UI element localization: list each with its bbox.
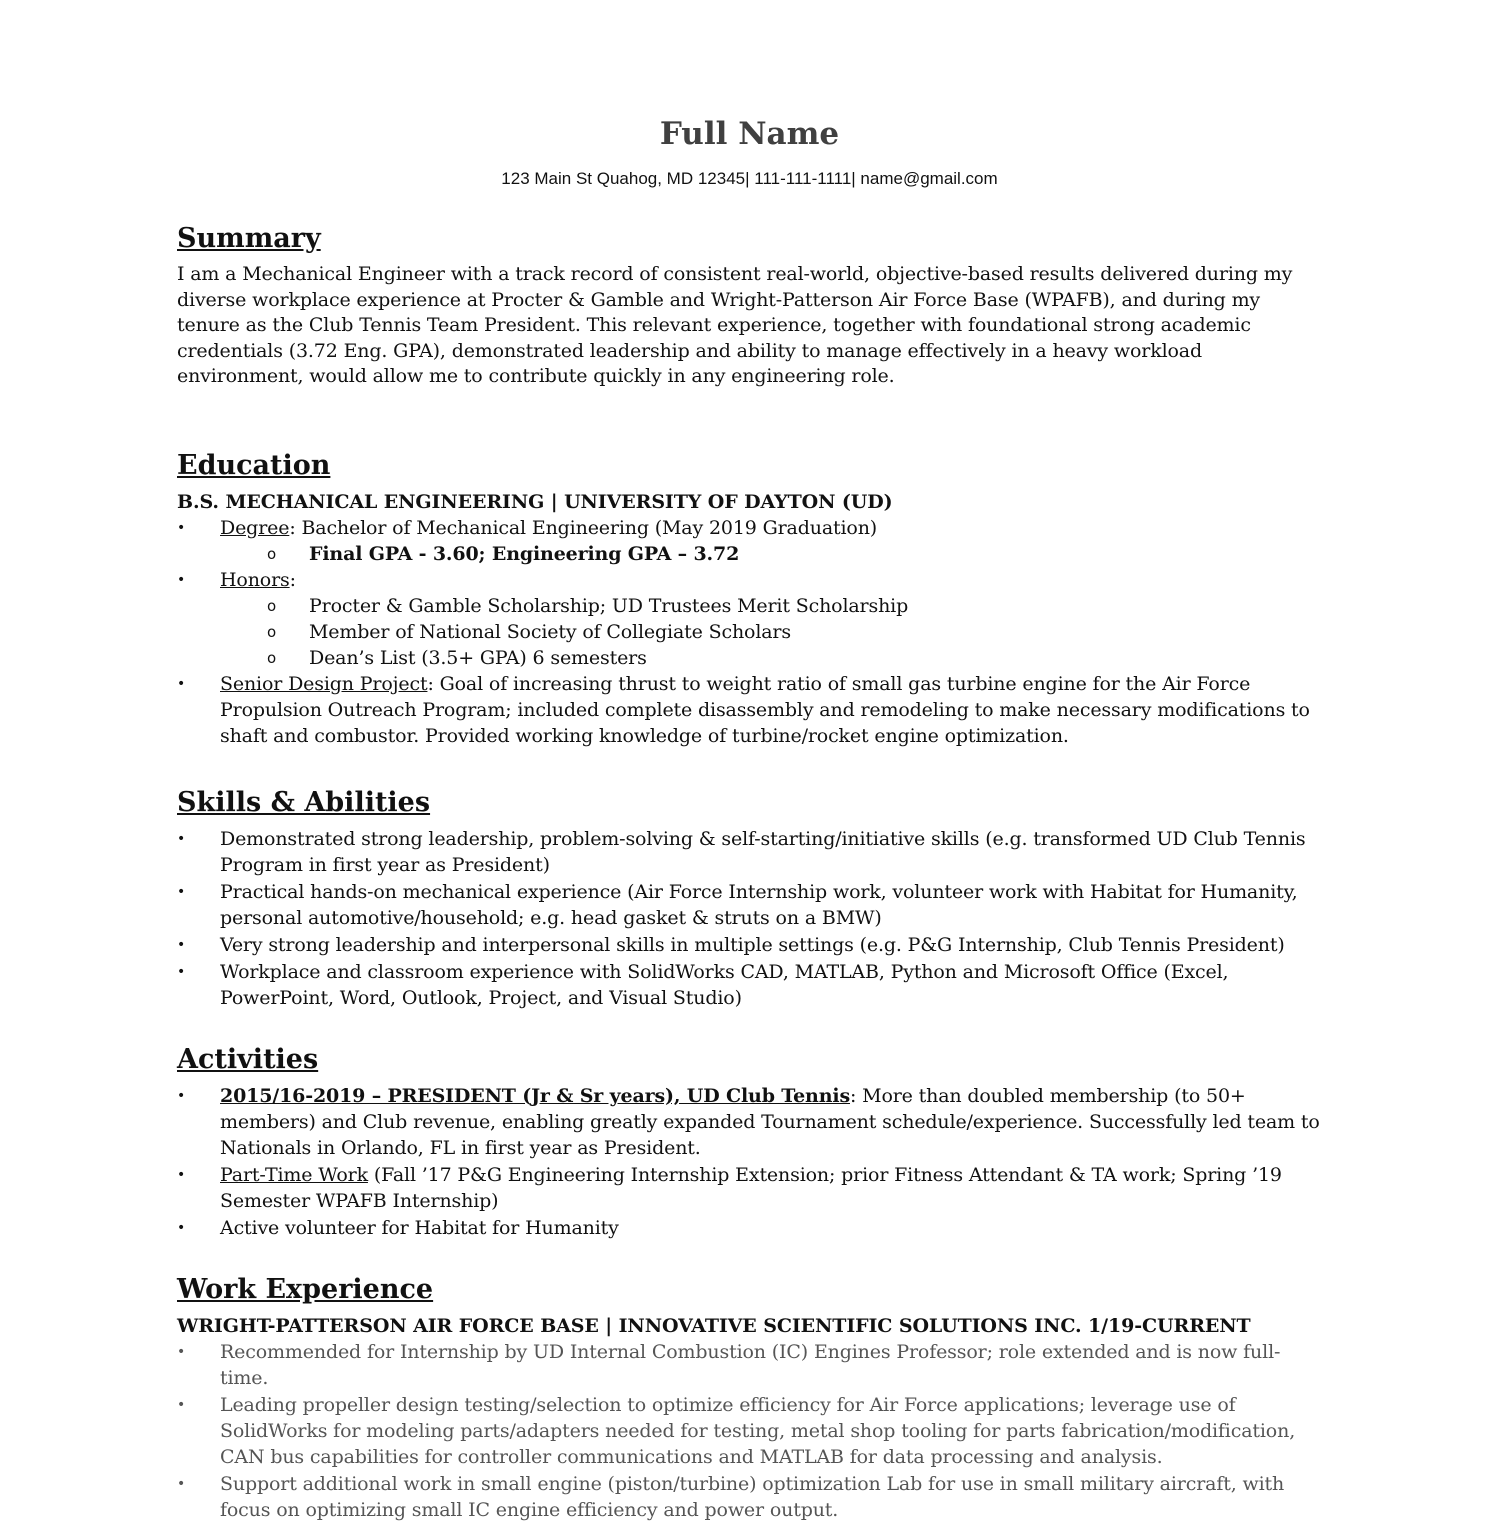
degree-text: : Bachelor of Mechanical Engineering (May 2019 Graduation): [289, 517, 878, 539]
honors-label: Honors: [220, 569, 290, 591]
work-text: Leading propeller design testing/selection to optimize efficiency for Air Force applications; leverage use of SolidWorks for modeling parts/adapters needed for testing, metal shop tooling for parts fabrication/modification, CAN bus capabilities for controller communications and MATLAB for data processing and analysis.: [220, 1394, 1296, 1468]
activities-heading: Activities: [177, 1044, 319, 1075]
skill-text: Very strong leadership and interpersonal skills in multiple settings (e.g. P&G Internship, Club Tennis President): [220, 934, 1285, 956]
bullet-icon: •: [177, 1344, 186, 1360]
summary-section: [177, 222, 1322, 390]
education-section: [177, 449, 1322, 749]
parttime-text: (Fall ’17 P&G Engineering Internship Extension; prior Fitness Attendant & TA work; Spring ’19 Semester WPAFB Internship): [220, 1164, 1282, 1212]
list-item: [177, 671, 1322, 749]
activities-section: [177, 1043, 1322, 1241]
summary-heading: Summary: [177, 223, 321, 254]
summary-text: I am a Mechanical Engineer with a track record of consistent real-world, objective-based results delivered during my diverse workplace experience at Procter & Gamble and Wright-Patterson Air Force Base (WPAFB), and during my tenure as the Club Tennis Team President. This relevant experience, together with foundational strong academic credentials (3.72 Eng. GPA), demonstrated leadership and ability to manage effectively in a heavy workload environment, would allow me to contribute quickly in any engineering role.: [177, 263, 1293, 388]
gpa-text: Final GPA - 3.60; Engineering GPA – 3.72: [309, 543, 740, 565]
honor-text: Procter & Gamble Scholarship; UD Trustees Merit Scholarship: [309, 595, 909, 617]
work-text: Recommended for Internship by UD Internal Combustion (IC) Engines Professor; role extended and is now full-time.: [220, 1341, 1281, 1389]
list-item: [177, 619, 1322, 645]
work-section: [177, 1273, 1322, 1523]
bullet-icon: •: [177, 1220, 186, 1236]
list-item: [177, 932, 1322, 958]
skills-heading: Skills & Abilities: [177, 787, 431, 818]
circle-bullet-icon: o: [267, 623, 277, 641]
list-item: [177, 1215, 1322, 1241]
list-item: [177, 826, 1322, 878]
contact-line: 123 Main St Quahog, MD 12345| 111-111-1111| name@gmail.com: [501, 169, 998, 188]
work-list: [177, 1339, 1322, 1523]
bullet-icon: •: [177, 884, 186, 900]
circle-bullet-icon: o: [267, 597, 277, 615]
honors-colon: :: [289, 569, 296, 591]
resume-header: [177, 110, 1322, 190]
president-label: 2015/16-2019 – PRESIDENT (Jr & Sr years), UD Club Tennis: [220, 1085, 850, 1107]
gpa-sublist: [177, 541, 1322, 567]
president-text: : More than doubled membership (to 50+ members) and Club revenue, enabling greatly expanded Tournament schedule/experience. Successfully led team to Nationals in Orlando, FL in first year as President.: [220, 1085, 1320, 1159]
volunteer-text: Active volunteer for Habitat for Humanity: [220, 1217, 619, 1239]
list-item: [177, 1162, 1322, 1214]
list-item: [177, 593, 1322, 619]
bullet-icon: •: [177, 937, 186, 953]
parttime-label: Part-Time Work: [220, 1164, 368, 1186]
skill-text: Practical hands-on mechanical experience (Air Force Internship work, volunteer work with Habitat for Humanity, personal automotive/household; e.g. head gasket & struts on a BMW): [220, 881, 1298, 929]
list-item: [177, 1471, 1322, 1523]
list-item: [177, 515, 1322, 541]
circle-bullet-icon: o: [267, 649, 277, 667]
project-text: : Goal of increasing thrust to weight ratio of small gas turbine engine for the Air Force Propulsion Outreach Program; included complete disassembly and remodeling to make necessary modifications to shaft and combustor. Provided working knowledge of turbine/rocket engine optimization.: [220, 673, 1310, 747]
list-item: [177, 1392, 1322, 1470]
education-degree-heading: B.S. MECHANICAL ENGINEERING | UNIVERSITY OF DAYTON (UD): [177, 491, 893, 513]
bullet-icon: •: [177, 964, 186, 980]
list-item: [177, 879, 1322, 931]
degree-label: Degree: [220, 517, 290, 539]
skill-text: Demonstrated strong leadership, problem-solving & self-starting/initiative skills (e.g. transformed UD Club Tennis Program in first year as President): [220, 828, 1306, 876]
bullet-icon: •: [177, 1397, 186, 1413]
bullet-icon: •: [177, 1088, 186, 1104]
bullet-icon: •: [177, 520, 186, 536]
employer-heading: WRIGHT-PATTERSON AIR FORCE BASE | INNOVATIVE SCIENTIFIC SOLUTIONS INC. 1/19-CURRENT: [177, 1315, 1251, 1337]
list-item: [177, 541, 1322, 567]
list-item: [177, 1339, 1322, 1391]
list-item: [177, 959, 1322, 1011]
bullet-icon: •: [177, 831, 186, 847]
bullet-icon: •: [177, 1167, 186, 1183]
skills-section: [177, 786, 1322, 1011]
project-label: Senior Design Project: [220, 673, 428, 695]
bullet-icon: •: [177, 1476, 186, 1492]
work-text: Support additional work in small engine (piston/turbine) optimization Lab for use in small military aircraft, with focus on optimizing small IC engine efficiency and power output.: [220, 1473, 1285, 1521]
honors-sublist: [177, 593, 1322, 671]
list-item: [177, 1083, 1322, 1161]
honor-text: Member of National Society of Collegiate Scholars: [309, 621, 791, 643]
list-item: [177, 567, 1322, 593]
honor-text: Dean’s List (3.5+ GPA) 6 semesters: [309, 647, 647, 669]
bullet-icon: •: [177, 676, 186, 692]
circle-bullet-icon: o: [267, 545, 277, 563]
bullet-icon: •: [177, 572, 186, 588]
skill-text: Workplace and classroom experience with SolidWorks CAD, MATLAB, Python and Microsoft Office (Excel, PowerPoint, Word, Outlook, Project, and Visual Studio): [220, 961, 1229, 1009]
full-name: Full Name: [659, 116, 840, 152]
skills-list: [177, 826, 1322, 1011]
education-list: [177, 515, 1322, 749]
education-heading: Education: [177, 450, 331, 481]
list-item: [177, 645, 1322, 671]
work-heading: Work Experience: [177, 1274, 434, 1305]
activities-list: [177, 1083, 1322, 1241]
